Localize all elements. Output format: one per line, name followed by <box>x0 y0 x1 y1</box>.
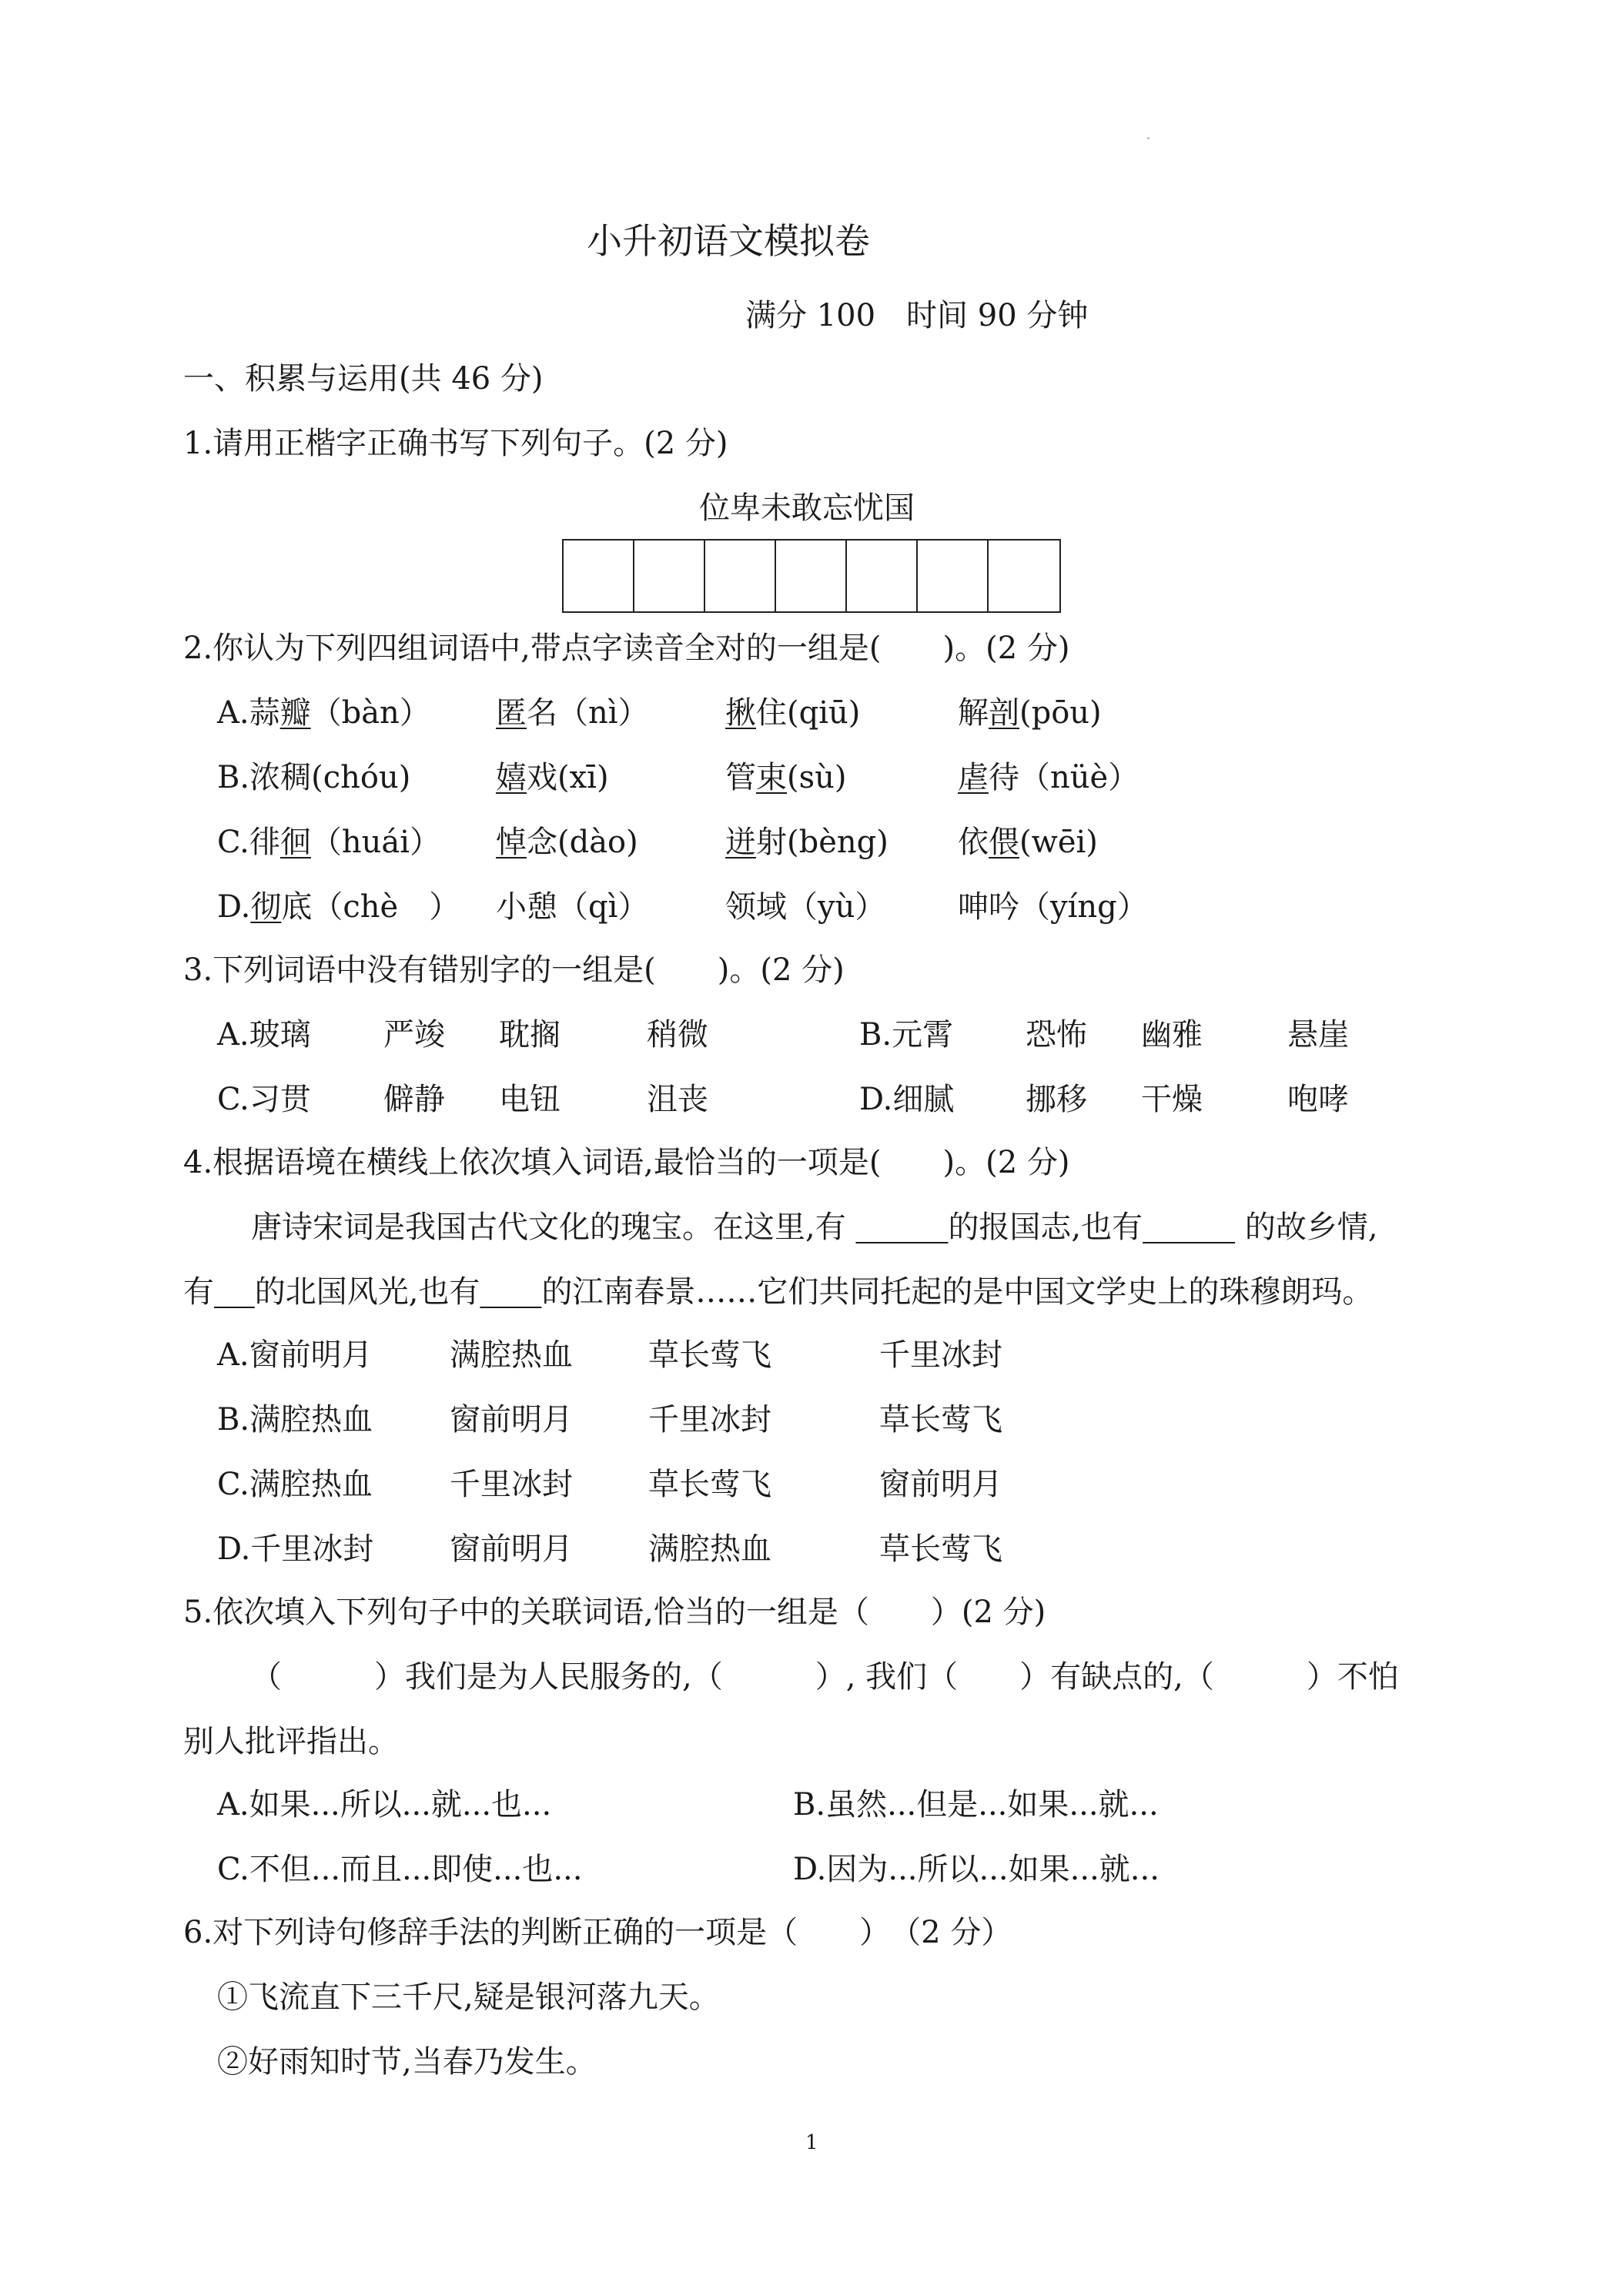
passage-text: 的江南春景……它们共同托起的是中国文学史上的珠穆朗玛。 <box>541 1274 1374 1310</box>
dotted-char: 剖 <box>989 695 1019 731</box>
q4-option-word: 草长莺飞 <box>879 1531 1002 1567</box>
q3-option-word: 咆哮 <box>1287 1082 1349 1117</box>
q3-option-word: 僻静 <box>383 1082 445 1117</box>
q4-option-word: 满腔热血 <box>450 1337 573 1373</box>
q4-passage-line-1 <box>251 1212 1378 1243</box>
q5-option: A.如果...所以...就...也... <box>217 1787 552 1822</box>
passage-text: 有 <box>183 1274 214 1310</box>
q3-option-word: 幽雅 <box>1141 1017 1203 1053</box>
q1-stem: 1.请用正楷字正确书写下列句子。(2 分) <box>183 426 728 461</box>
q2-option-word <box>217 889 460 925</box>
writing-cell[interactable] <box>918 541 989 611</box>
q2-option-word <box>725 827 888 858</box>
word-part: 底（chè ） <box>281 889 460 925</box>
word-part: 依 <box>958 825 989 860</box>
word-part: (pōu) <box>1019 695 1102 731</box>
dotted-char: 彻 <box>250 889 282 925</box>
q4-option-word: B.满腔热血 <box>217 1402 373 1438</box>
dotted-char: 徊 <box>279 825 311 860</box>
q3-option-word: 耽搁 <box>499 1017 561 1053</box>
word-part: C.徘 <box>217 825 280 860</box>
word-part: （huái） <box>310 825 441 860</box>
section-1-title: 一、积累与运用(共 46 分) <box>183 361 544 397</box>
q2-option-word <box>958 827 1098 858</box>
word-part: 管 <box>725 760 756 795</box>
q5-option: C.不但...而且...即使...也... <box>217 1852 583 1887</box>
q1-sentence: 位卑未敢忘忧国 <box>699 490 915 526</box>
blank[interactable] <box>855 1210 948 1245</box>
blank[interactable] <box>214 1274 255 1310</box>
q3-option-word: A.玻璃 <box>217 1017 311 1053</box>
word-part: 住(qiū) <box>756 695 861 731</box>
word-part: (wēi) <box>1019 825 1098 860</box>
word-part: 戏(xī) <box>527 760 609 795</box>
q3-option-word: 沮丧 <box>647 1082 708 1117</box>
q2-option-word <box>496 762 609 793</box>
q2-option-word <box>725 695 861 731</box>
word-part: 领域（yù） <box>725 889 886 925</box>
q4-option-word: 满腔热血 <box>648 1531 771 1567</box>
writing-cell[interactable] <box>776 541 847 611</box>
word-part: A.蒜 <box>217 695 280 731</box>
q3-option-word: D.细腻 <box>859 1082 955 1117</box>
dotted-char: 偎 <box>989 825 1019 860</box>
q2-option-word <box>958 762 1139 793</box>
writing-cell[interactable] <box>705 541 776 611</box>
q2-option-word <box>217 695 430 731</box>
passage-text: 的报国志,也有 <box>948 1210 1143 1245</box>
word-part: B.浓稠(chóu) <box>217 760 411 795</box>
q5-passage-line-2: 别人批评指出。 <box>183 1724 399 1759</box>
word-part: 待（nüè） <box>989 760 1139 795</box>
q3-option-word: B.元霄 <box>859 1017 954 1053</box>
writing-cell[interactable] <box>634 541 705 611</box>
q4-option-word: 窗前明月 <box>450 1402 573 1438</box>
q2-option-word <box>958 695 1102 731</box>
q2-option-word <box>496 827 638 858</box>
q2-option-word <box>725 889 886 925</box>
q3-option-word: C.习贯 <box>217 1082 311 1117</box>
q4-option-word: 草长莺飞 <box>879 1402 1002 1438</box>
word-part: 解 <box>958 695 989 731</box>
q3-option-word: 干燥 <box>1141 1082 1203 1117</box>
word-part: 射(bèng) <box>756 825 888 860</box>
dotted-char: 匿 <box>496 695 527 731</box>
writing-cell[interactable] <box>847 541 918 611</box>
q5-option: B.虽然...但是...如果...就... <box>793 1787 1159 1822</box>
q4-option-word: D.千里冰封 <box>217 1531 374 1567</box>
word-part: D. <box>217 889 251 925</box>
q5-stem: 5.依次填入下列句子中的关联词语,恰当的一组是（ ）(2 分) <box>183 1595 1046 1630</box>
q2-option-word <box>496 695 649 731</box>
q4-option-word: A.窗前明月 <box>217 1337 373 1373</box>
word-part: 小憩（qì） <box>496 889 649 925</box>
page-title: 小升初语文模拟卷 <box>587 220 870 262</box>
writing-cell[interactable] <box>989 541 1059 611</box>
blank[interactable] <box>480 1274 541 1310</box>
word-part: （bàn） <box>310 695 430 731</box>
q5-passage-line-1: （ ）我们是为人民服务的,（ ）, 我们（ ）有缺点的,（ ）不怕 <box>251 1659 1399 1695</box>
word-part: 名（nì） <box>527 695 649 731</box>
q2-option-word <box>217 762 410 793</box>
q4-option-word: 千里冰封 <box>879 1337 1002 1373</box>
word-part: 念(dào) <box>527 825 638 860</box>
writing-cell[interactable] <box>564 541 634 611</box>
dotted-char: 揪 <box>725 695 756 731</box>
dotted-char: 虐 <box>958 760 989 795</box>
q3-stem: 3.下列词语中没有错别字的一组是( )。(2 分) <box>183 952 845 988</box>
passage-text: 的北国风光,也有 <box>254 1274 480 1310</box>
q4-option-word: 千里冰封 <box>648 1402 771 1438</box>
word-part: (sù) <box>787 760 847 795</box>
dotted-char: 悼 <box>496 825 527 860</box>
dotted-char: 瓣 <box>279 695 311 731</box>
q4-passage-line-2 <box>183 1274 1374 1310</box>
q4-option-word: 窗前明月 <box>450 1531 573 1567</box>
passage-text: 唐诗宋词是我国古代文化的瑰宝。在这里,有 <box>251 1210 856 1245</box>
passage-text: 的故乡情, <box>1235 1210 1378 1245</box>
q2-option-word <box>496 889 649 925</box>
stray-dot <box>1147 137 1149 139</box>
q4-option-word: 草长莺飞 <box>648 1337 771 1373</box>
q2-option-word <box>725 762 847 793</box>
word-part: 呻吟（yíng） <box>958 889 1148 925</box>
q2-option-word <box>217 827 440 858</box>
q3-option-word: 严竣 <box>383 1017 445 1053</box>
q3-option-word: 挪移 <box>1026 1082 1087 1117</box>
q4-stem: 4.根据语境在横线上依次填入词语,最恰当的一项是( )。(2 分) <box>183 1145 1070 1180</box>
q3-option-word: 恐怖 <box>1026 1017 1087 1053</box>
q3-option-word: 悬崖 <box>1287 1017 1349 1053</box>
q4-option-word: C.满腔热血 <box>217 1467 373 1502</box>
q6-stem: 6.对下列诗句修辞手法的判断正确的一项是（ ） （2 分） <box>183 1915 1012 1950</box>
q2-stem: 2.你认为下列四组词语中,带点字读音全对的一组是( )。(2 分) <box>183 631 1070 666</box>
page-number: 1 <box>805 2131 818 2154</box>
dotted-char: 迸 <box>725 825 756 860</box>
q5-option: D.因为...所以...如果...就... <box>793 1852 1160 1887</box>
blank[interactable] <box>1143 1210 1235 1245</box>
dotted-char: 束 <box>756 760 787 795</box>
q4-option-word: 千里冰封 <box>450 1467 573 1502</box>
score-time: 满分 100 时间 90 分钟 <box>745 298 1089 333</box>
q3-option-word: 电钮 <box>499 1082 561 1117</box>
q2-option-word <box>958 889 1148 925</box>
q4-option-word: 窗前明月 <box>879 1467 1002 1502</box>
q4-option-word: 草长莺飞 <box>648 1467 771 1502</box>
q6-line-2: ②好雨知时节,当春乃发生。 <box>217 2044 597 2080</box>
writing-grid[interactable] <box>562 539 1061 613</box>
q3-option-word: 稍微 <box>647 1017 708 1053</box>
dotted-char: 嬉 <box>496 760 527 795</box>
q6-line-1: ①飞流直下三千尺,疑是银河落九天。 <box>217 1980 720 2015</box>
